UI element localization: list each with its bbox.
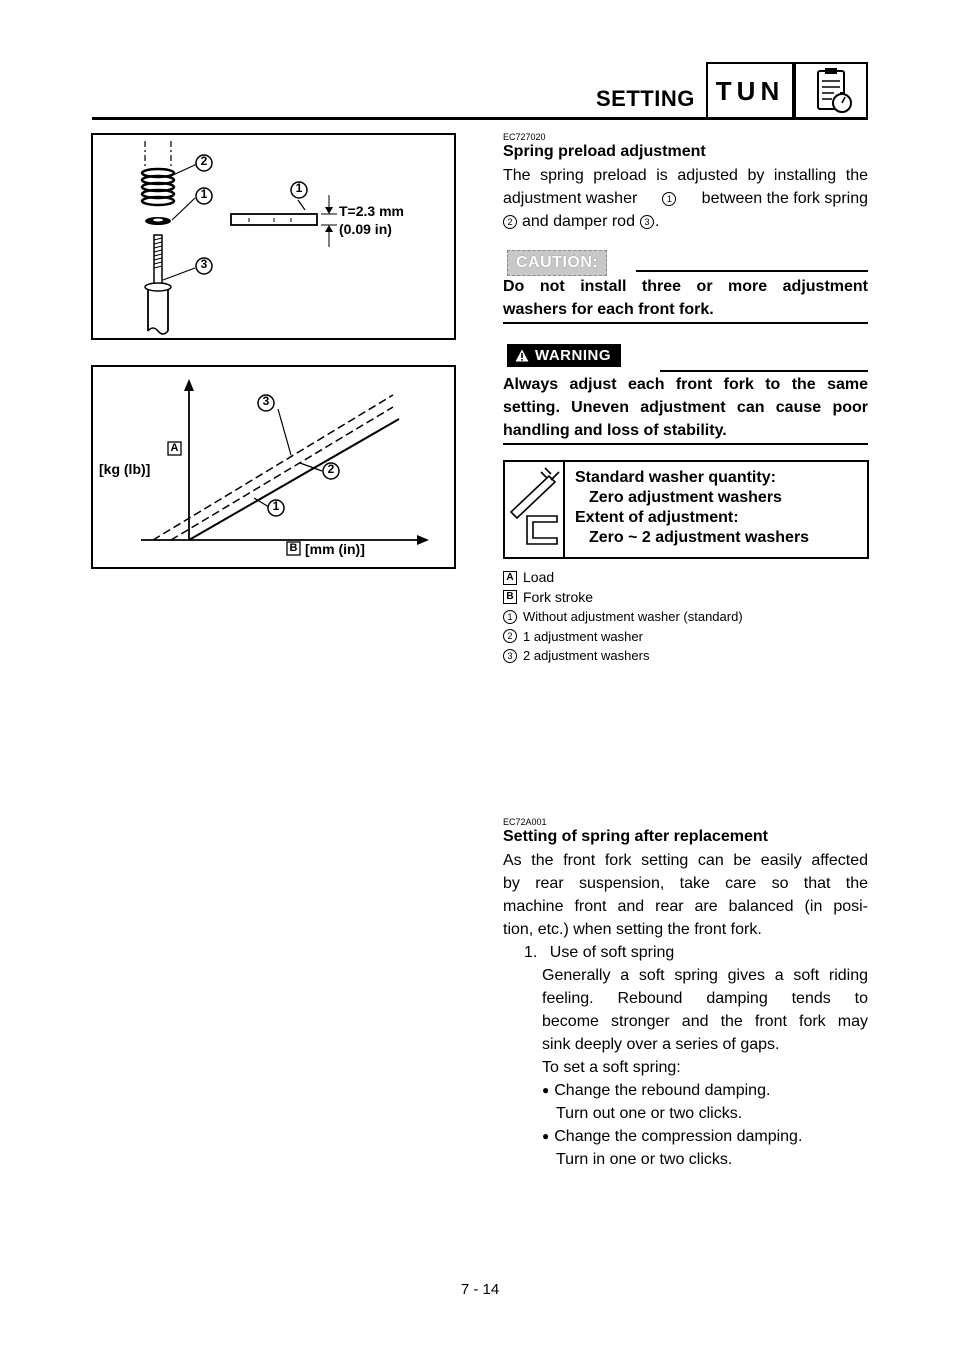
preload-body [503,164,868,233]
legend-num-1: 1 [503,610,517,624]
ref-rod-3: 3 [640,215,654,229]
caution-text-line-2: washers for each front fork. [503,301,714,318]
legend-text: Without adjustment washer (standard) [523,609,743,624]
axis-b-mark: B [289,542,298,554]
warning-text-line-2: setting. Uneven adjustment can cause poor [503,399,868,416]
caution-end-rule [503,322,868,324]
axis-b-unit: [mm (in)] [305,541,365,557]
list-item-number: 1. [524,944,538,961]
item-body-line-1: Generally a soft spring gives a soft riding [542,967,868,984]
item-body-line-4: sink deeply over a series of gaps. [542,1036,780,1053]
preload-body-text: . [654,213,660,230]
preload-body-text: between the fork spring [701,190,868,207]
bullet-rebound-sub: Turn out one or two clicks. [556,1105,743,1122]
thickness-label-in: (0.09 in) [339,221,392,237]
legend-mark-b: B [503,590,517,604]
legend-text: Load [523,569,555,585]
legend-num-3: 3 [503,649,517,663]
replacement-heading: Setting of spring after replacement [503,828,768,845]
ref-washer-1: 1 [662,192,676,206]
axis-a-mark: A [170,442,179,454]
preload-body-line-2 [503,187,868,210]
tuning-clipboard-icon [794,62,868,119]
preload-body-text: adjustment washer [503,190,638,207]
legend-text: Fork stroke [523,588,594,605]
replacement-intro [503,849,868,941]
warning-label: WARNING [535,347,611,364]
preload-body-line-3 [503,210,868,233]
thickness-label: T=2.3 mm [339,203,404,219]
caution-badge: CAUTION: [507,250,607,276]
spec-value-extent: Zero ~ 2 adjustment washers [589,529,810,546]
spec-content [575,468,809,548]
legend-item-2 [503,627,743,647]
legend-text: 2 adjustment washers [523,648,650,663]
spec-box [503,460,869,559]
bullet-rebound [542,1079,868,1102]
replacement-line-4: tion, etc.) when setting the front fork. [503,921,762,938]
list-item-title: Use of soft spring [549,944,675,961]
warning-badge [507,344,621,367]
section-code-tab: TUN [706,62,794,119]
bullet-dot-icon: ● [542,1083,550,1097]
warning-text [503,373,868,442]
warning-end-rule [503,443,868,445]
graph-line-1-marker: 1 [272,499,280,513]
replacement-line-3: machine front and rear are balanced (in posi- [503,898,868,915]
figure-legend [503,568,743,666]
washer-figure [91,133,456,340]
preload-ref-code: EC727020 [503,132,546,142]
caliper-icon [505,462,565,557]
replacement-line-2: by rear suspension, take care so that the [503,875,868,892]
axis-a-unit: [kg (lb)] [99,461,151,477]
caution-text-line-1: Do not install three or more adjustment [503,278,868,295]
replacement-ref-code: EC72A001 [503,817,547,827]
graph-line-3-marker: 3 [262,394,270,408]
list-item-1-body [542,964,868,1171]
spec-label-standard: Standard washer quantity: [575,469,776,486]
page-number: 7 - 14 [460,1281,500,1298]
legend-fork-stroke [503,588,743,608]
preload-body-line-1: The spring preload is adjusted by installing the [503,167,868,184]
preload-graph-figure [91,365,456,569]
preload-heading: Spring preload adjustment [503,143,706,160]
spec-value-standard: Zero adjustment washers [589,489,782,506]
item-body-line-5: To set a soft spring: [542,1059,681,1076]
legend-mark-a: A [503,571,517,585]
item-body-line-2: feeling. Rebound damping tends to [542,990,868,1007]
legend-text: 1 adjustment washer [523,628,643,644]
ref-spring-2: 2 [503,215,517,229]
fig1-bar-marker-1: 1 [295,181,303,195]
replacement-line-1: As the front fork setting can be easily affected [503,852,868,869]
bullet-text: Change the rebound damping. [554,1082,771,1099]
legend-load [503,568,743,588]
legend-item-1 [503,607,743,627]
list-item-1 [524,941,674,964]
warning-text-line-1: Always adjust each front fork to the same [503,376,868,393]
warning-rule [660,370,868,372]
section-title: SETTING [596,86,695,111]
warning-text-line-3: handling and loss of stability. [503,422,727,439]
bullet-text: Change the compression damping. [554,1128,803,1145]
legend-item-3 [503,646,743,666]
fig1-marker-3: 3 [200,257,208,271]
legend-num-2: 2 [503,629,517,643]
bullet-compression-sub: Turn in one or two clicks. [556,1151,733,1168]
item-body-line-3: become stronger and the front fork may [542,1013,868,1030]
spec-label-extent: Extent of adjustment: [575,509,739,526]
fig1-marker-1: 1 [200,187,208,201]
preload-body-text: and damper rod [522,213,635,230]
fig1-marker-2: 2 [200,154,208,168]
bullet-dot-icon: ● [542,1129,550,1143]
bullet-compression [542,1125,868,1148]
caution-text [503,275,868,321]
header-rule [92,117,868,120]
caution-rule [636,270,868,272]
graph-line-2-marker: 2 [327,462,335,476]
warning-triangle-icon [515,349,529,362]
